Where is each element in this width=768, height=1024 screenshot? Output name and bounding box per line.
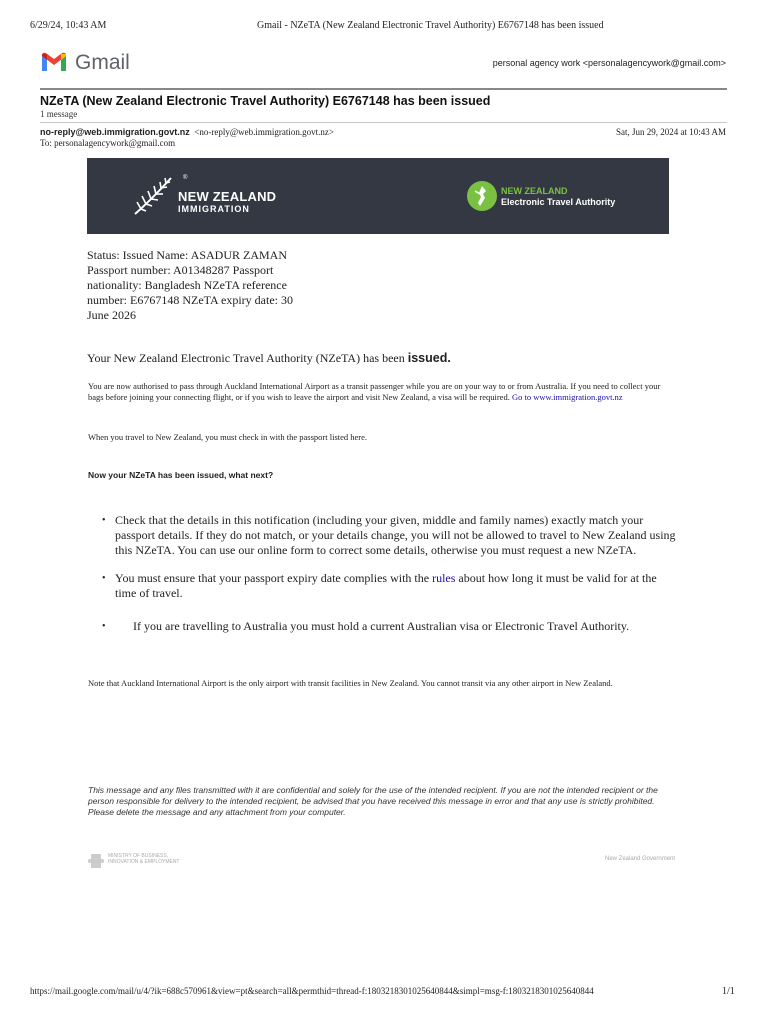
gmail-logo-icon	[40, 50, 68, 74]
subject-divider	[40, 122, 727, 123]
immigration-site-link[interactable]: Go to www.immigration.govt.nz	[511, 391, 623, 402]
nz-coat-of-arms-icon	[88, 852, 104, 872]
nzeta-title: NEW ZEALAND	[501, 186, 568, 196]
nzeta-subtitle: Electronic Travel Authority	[501, 197, 616, 207]
list-item	[87, 571, 677, 601]
header-divider	[40, 88, 727, 90]
recipient-line: To: personalagencywork@gmail.com	[40, 138, 176, 148]
nzeta-logo-icon	[467, 181, 497, 211]
sent-date: Sat, Jun 29, 2024 at 10:43 AM	[615, 127, 726, 137]
issued-word: issued.	[407, 351, 451, 365]
next-steps-list	[87, 513, 677, 647]
immigration-banner	[87, 158, 669, 234]
transit-note: Note that Auckland International Airport is the only airport with transit facilities in New Zealand. You cannot transit via any other airport in New Zealand.	[88, 678, 613, 688]
list-item	[87, 619, 677, 634]
nz-government-logo: New Zealand Government	[605, 856, 676, 862]
nz-immigration-title: NEW ZEALAND	[178, 189, 277, 204]
print-url: https://mail.google.com/mail/u/4/?ik=688c570961&view=pt&search=all&permthid=thread-f:1803218301025640844&simpl=msg-f:1803218301025640844	[30, 986, 594, 996]
gmail-wordmark: Gmail	[75, 51, 130, 74]
account-label: personal agency work <personalagencywork@gmail.com>	[492, 58, 726, 68]
sender-line	[40, 127, 334, 137]
issued-statement-text: Your New Zealand Electronic Travel Authority (NZeTA) has been	[87, 351, 408, 365]
bullet-details-check: Check that the details in this notification (including your given, middle and family names) exactly match your passport details. If they do not match, or your details change, you will not be allowed to travel to New Zealand using this NZeTA. You can use our online form to correct some details, otherwise you must request a new NZeTA.	[115, 513, 676, 557]
print-page-title: Gmail - NZeTA (New Zealand Electronic Travel Authority) E6767148 has been issued	[257, 20, 604, 31]
transit-paragraph	[88, 381, 663, 402]
mbie-line-2: INNOVATION & EMPLOYMENT	[108, 859, 180, 865]
transit-text: You are now authorised to pass through Auckland International Airport as a transit passenger while you are on your way to or from Australia. If you need to collect your bags before joining your connecting flight, or if you wish to leave the airport and visit New Zealand, a visa will be required.	[88, 381, 661, 402]
bullet-passport-expiry: You must ensure that your passport expiry date complies with the	[115, 571, 433, 585]
email-subject: NZeTA (New Zealand Electronic Travel Authority) E6767148 has been issued	[40, 94, 491, 108]
print-datetime: 6/29/24, 10:43 AM	[30, 20, 107, 31]
print-page-number: 1/1	[722, 986, 735, 997]
confidentiality-disclaimer: This message and any files transmitted with it are confidential and solely for the use of the intended recipient. If you are not the intended recipient or the person responsible for delivery to the intended recipient, be advised that you have received this message in error and that any use is strictly prohibited. Please delete the message and any attachment from your computer.	[88, 785, 658, 817]
registered-mark: ®	[183, 175, 188, 181]
silver-fern-icon	[131, 174, 175, 218]
list-item	[87, 513, 677, 558]
nz-immigration-subtitle: IMMIGRATION	[178, 204, 250, 214]
issued-statement	[87, 351, 451, 366]
bullet-passport-expiry-end: about how long it must be valid for at the time of travel.	[115, 571, 657, 600]
nzeta-details: Status: Issued Name: ASADUR ZAMAN Passport number: A01348287 Passport nationality: Bangladesh NZeTA reference number: E6767148 NZeTA expiry date: 30 June 2026	[87, 248, 293, 322]
mbie-line-1: MINISTRY OF BUSINESS,	[108, 853, 169, 859]
rules-link[interactable]: rules	[432, 571, 456, 585]
what-next-heading: Now your NZeTA has been issued, what next?	[88, 470, 274, 480]
bullet-australia-visa: If you are travelling to Australia you must hold a current Australian visa or Electronic Travel Authority.	[133, 619, 630, 633]
checkin-paragraph: When you travel to New Zealand, you must check in with the passport listed here.	[88, 432, 368, 442]
mbie-logo	[88, 852, 208, 874]
sender-name: no-reply@web.immigration.govt.nz	[40, 127, 190, 137]
sender-address: <no-reply@web.immigration.govt.nz>	[194, 127, 334, 137]
message-count: 1 message	[40, 109, 78, 119]
